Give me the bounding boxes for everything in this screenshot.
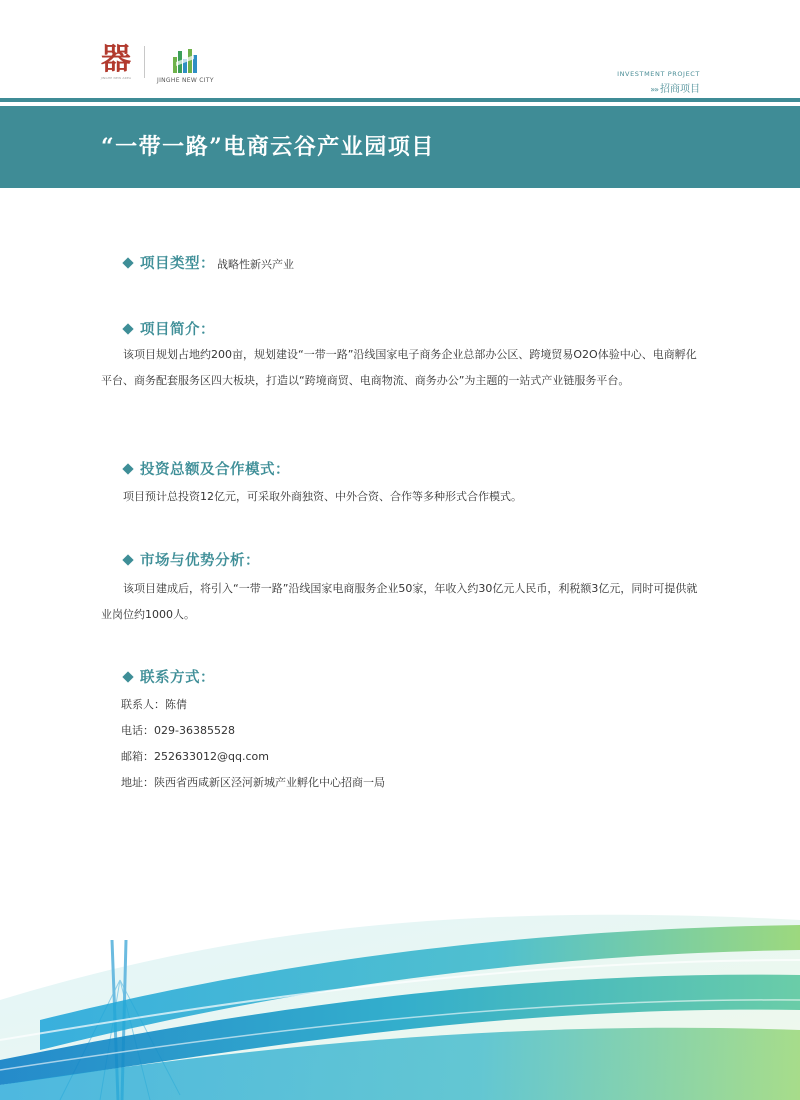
intro-paragraph: 该项目规划占地约200亩，规划建设“一带一路”沿线国家电子商务企业总部办公区、跨境贸易O2O体验中心、电商孵化平台、商务配套服务区四大板块，打造以“跨境商贸、电商物流、商务办公”为主题的一站式产业链服务平台。 <box>101 348 697 387</box>
project-type-label: 项目类型： <box>140 255 215 272</box>
market-heading-label: 市场与优势分析： <box>140 552 260 569</box>
diamond-bullet-icon <box>122 671 133 682</box>
double-arrow-icon: »» <box>650 85 658 94</box>
contact-email: 邮箱：252633012@qq.com <box>121 750 269 763</box>
market-paragraph: 该项目建成后，将引入“一带一路”沿线国家电商服务企业50家，年收入约30亿元人民币，利税额3亿元，同时可提供就业岗位约1000人。 <box>101 582 698 621</box>
bridge-wave-decoration <box>0 880 800 1100</box>
seal-logo <box>100 44 132 84</box>
diamond-bullet-icon <box>122 554 133 565</box>
contact-heading <box>124 666 215 687</box>
city-logo-icon <box>172 47 198 75</box>
invest-cn-text: 招商项目 <box>660 84 700 95</box>
title-banner <box>0 106 800 188</box>
invest-en-label: INVESTMENT PROJECT <box>617 70 700 78</box>
seal-glyph: 器 <box>101 42 131 77</box>
investment-heading <box>124 458 290 479</box>
investment-heading-label: 投资总额及合作模式： <box>140 461 290 478</box>
city-logo <box>157 47 214 84</box>
contact-phone: 电话：029-36385528 <box>121 724 235 737</box>
logo-divider <box>144 46 145 78</box>
project-type-value: 战略性新兴产业 <box>217 258 294 271</box>
market-heading <box>124 549 260 570</box>
investment-project-label <box>617 70 700 95</box>
header-rule <box>0 98 800 102</box>
contact-address: 地址：陕西省西咸新区泾河新城产业孵化中心招商一局 <box>121 776 385 789</box>
contact-person: 联系人：陈倩 <box>121 698 187 711</box>
investment-paragraph: 项目预计总投资12亿元，可采取外商独资、中外合资、合作等多种形式合作模式。 <box>123 490 522 503</box>
city-logo-text: JINGHE NEW CITY <box>157 77 214 84</box>
page-title: “一带一路”电商云谷产业园项目 <box>101 134 435 160</box>
intro-heading-label: 项目简介： <box>140 321 215 338</box>
diamond-bullet-icon <box>122 257 133 268</box>
intro-heading <box>124 318 215 339</box>
contact-heading-label: 联系方式： <box>140 669 215 686</box>
header-logos <box>100 44 214 84</box>
diamond-bullet-icon <box>122 323 133 334</box>
invest-cn-label <box>617 80 700 95</box>
project-type-heading <box>124 252 294 273</box>
seal-subtext: JINGHE NEW AREA <box>100 76 132 80</box>
diamond-bullet-icon <box>122 463 133 474</box>
